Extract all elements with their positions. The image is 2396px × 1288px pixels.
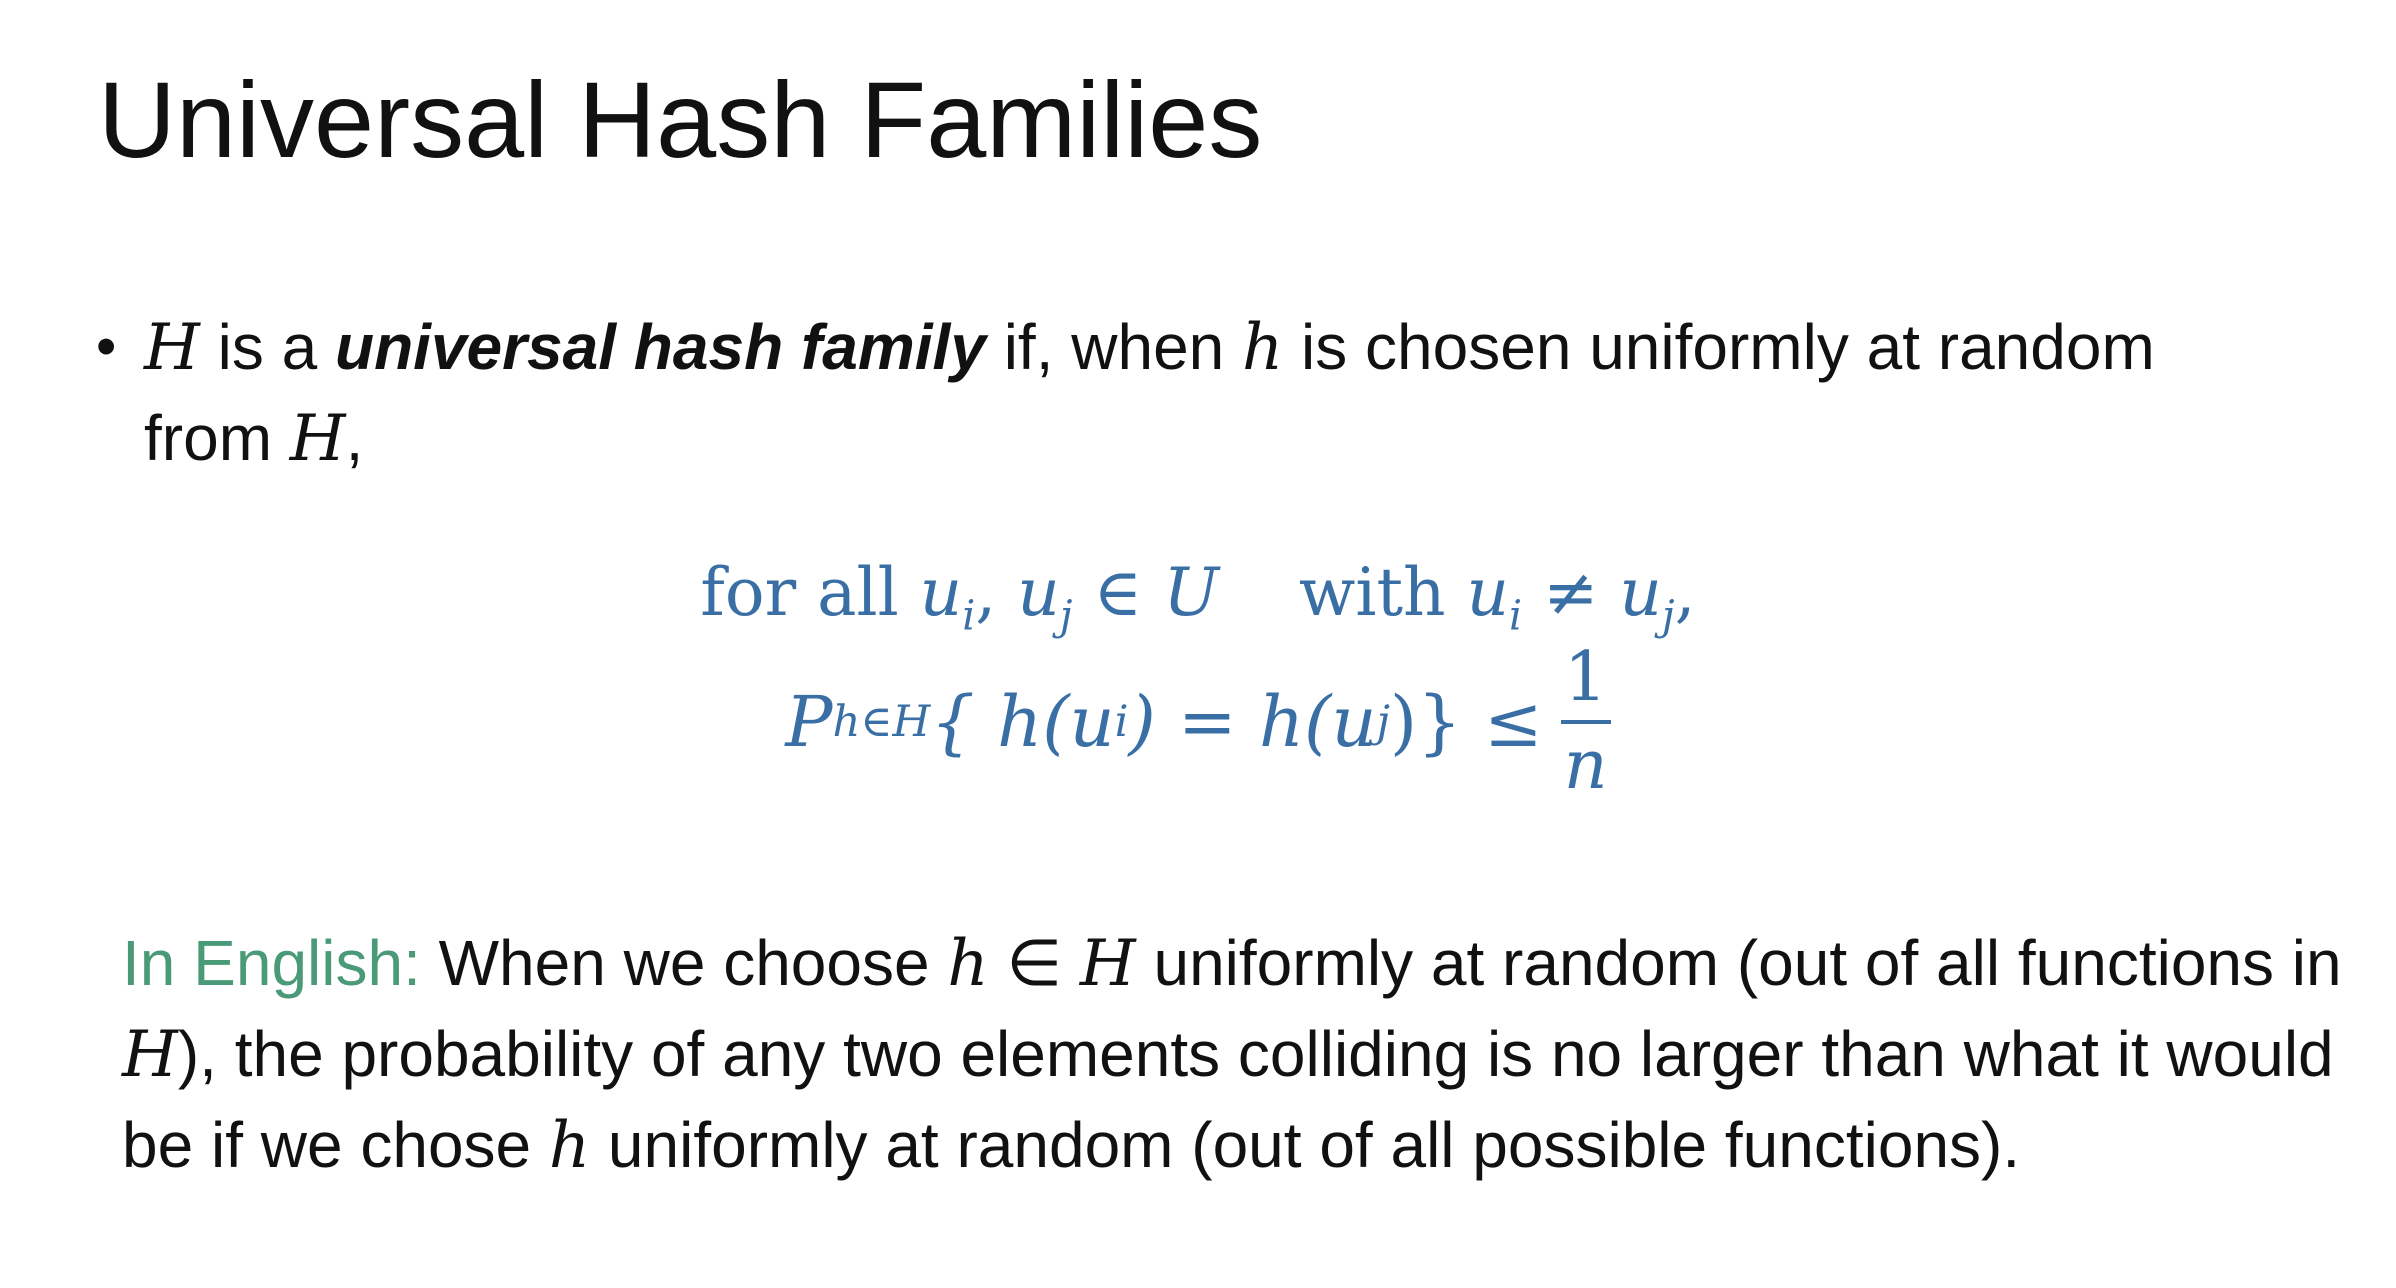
fraction-numerator: 1	[1564, 638, 1608, 717]
english-label: In English:	[122, 927, 421, 999]
english-H: H	[1079, 927, 1136, 1001]
english-H-2: H	[122, 1018, 178, 1092]
english-t3: ), the probability of any two elements colliding is no larger than what it would be if we chose	[122, 1018, 2334, 1181]
formula-in-U: ∈ U	[1072, 554, 1219, 631]
formula-lhs: { h(u	[930, 681, 1115, 763]
text-comma: ,	[345, 402, 364, 474]
formula-uj-2: u	[1619, 554, 1662, 631]
var-h: h	[1242, 311, 1284, 385]
fraction-denominator: n	[1563, 726, 1608, 805]
formula-for-all: for all	[700, 554, 920, 631]
formula-ui-2: u	[1466, 554, 1510, 631]
formula-trail: ,	[1674, 554, 1696, 631]
formula-sep: ,	[975, 554, 1018, 631]
formula-with: with	[1298, 554, 1467, 631]
english-t1: When we choose	[420, 927, 948, 999]
english-explanation	[122, 918, 2362, 1191]
formula-eq: ) = h(u	[1128, 681, 1377, 763]
english-h: h	[947, 927, 989, 1001]
var-H-2: H	[289, 402, 346, 476]
english-t4: uniformly at random (out of all possible functions).	[590, 1109, 2021, 1181]
text-chosen: is chosen uniformly at random	[1283, 311, 2155, 383]
term-universal-hash-family: universal hash family	[334, 311, 986, 383]
formula-fraction	[1561, 638, 1611, 806]
formula-sub-i-2: i	[1509, 591, 1523, 640]
formula-sub-j: j	[1059, 591, 1073, 640]
text-from: from	[144, 402, 290, 474]
english-in: ∈	[988, 927, 1080, 999]
formula-sub-j-2: j	[1661, 591, 1675, 640]
bullet-dot-icon: •	[96, 314, 117, 379]
formula-neq: ≠	[1522, 554, 1620, 631]
definition-text	[144, 302, 2344, 484]
formula-uj: u	[1017, 554, 1060, 631]
english-t2: uniformly at random (out of all functions in	[1135, 927, 2342, 999]
formula-ui: u	[919, 554, 963, 631]
text-if-when: if, when	[985, 311, 1243, 383]
slide-title: Universal Hash Families	[98, 59, 1263, 180]
var-H: H	[144, 311, 200, 385]
formula-sub-i: i	[962, 591, 976, 640]
fraction-bar	[1561, 720, 1611, 724]
formula-P: P	[785, 681, 833, 763]
english-h-2: h	[548, 1109, 591, 1183]
formula-close: )} ≤	[1389, 681, 1543, 763]
formula-condition	[0, 548, 2396, 638]
formula-probability: P h∈H { h(u i ) = h(u j )} ≤ $\frac{1}{n}$	[0, 632, 2396, 812]
text-is-a: is a	[199, 311, 335, 383]
